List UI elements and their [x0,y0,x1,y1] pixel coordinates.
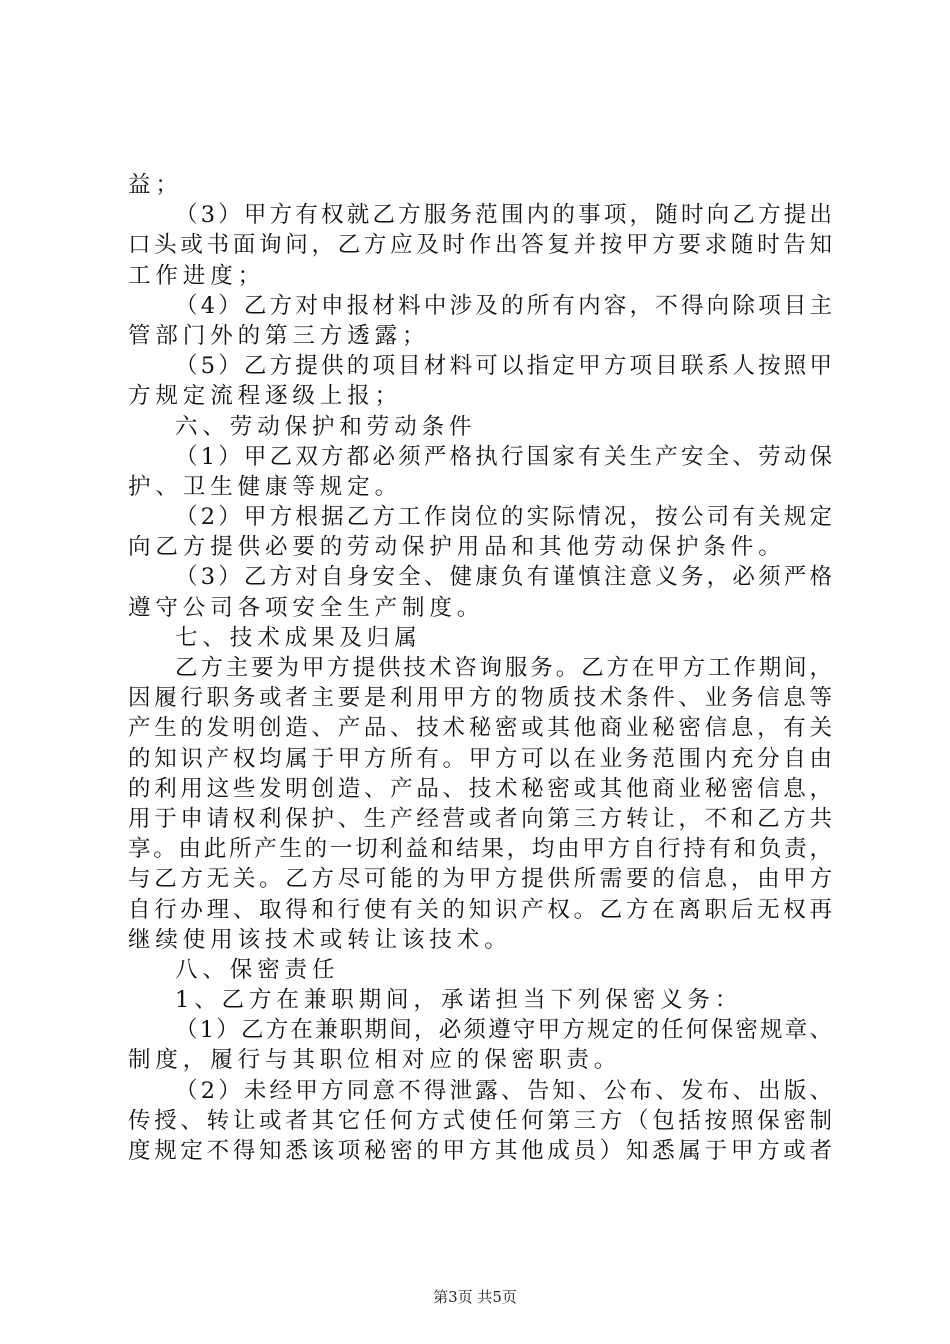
text-line: 工作进度； [128,262,266,289]
text-line: 用于申请权利保护、生产经营或者向第三方转让，不和乙方共 [128,805,832,832]
text-line: 度规定不得知悉该项秘密的甲方其他成员）知悉属于甲方或者 [128,1138,832,1164]
text-line: 自行办理、取得和行使有关的知识产权。乙方在离职后无权再 [128,896,832,923]
text-line: 护、卫生健康等规定。 [128,473,403,500]
text-line: （3）甲方有权就乙方服务范围内的事项，随时向乙方提出 [175,202,832,229]
page-footer: 第3页 共5页 [433,1288,517,1306]
text-line: 的知识产权均属于甲方所有。甲方可以在业务范围内充分自由 [128,745,832,772]
text-line: 享。由此所产生的一切利益和结果，均由甲方自行持有和负责， [128,836,832,863]
text-line: 遵守公司各项安全生产制度。 [128,594,485,621]
text-line: （1）乙方在兼职期间，必须遵守甲方规定的任何保密规章、 [175,1017,832,1044]
document-body [128,170,832,1166]
text-line: 乙方主要为甲方提供技术咨询服务。乙方在甲方工作期间， [175,655,832,681]
text-line: 七、技术成果及归属 [175,624,422,651]
text-line: 产生的发明创造、产品、技术秘密或其他商业秘密信息，有关 [128,715,832,742]
text-line: （1）甲乙双方都必须严格执行国家有关生产安全、劳动保 [175,443,832,470]
text-line: 1、乙方在兼职期间，承诺担当下列保密义务： [175,987,743,1014]
text-line: 益； [128,172,183,198]
text-line: 与乙方无关。乙方尽可能的为甲方提供所需要的信息，由甲方 [128,866,832,893]
text-line: 向乙方提供必要的劳动保护用品和其他劳动保护条件。 [128,534,786,561]
text-line: 管部门外的第三方透露； [128,322,430,349]
text-line: 的利用这些发明创造、产品、技术秘密或其他商业秘密信息， [128,775,832,802]
text-line: （4）乙方对申报材料中涉及的所有内容，不得向除项目主 [175,292,832,319]
text-line: （5）乙方提供的项目材料可以指定甲方项目联系人按照甲 [175,353,832,380]
text-line: 口头或书面询问，乙方应及时作出答复并按甲方要求随时告知 [128,232,832,259]
text-line: 继续使用该技术或转让该技术。 [128,926,512,953]
text-line: 因履行职务或者主要是利用甲方的物质技术条件、业务信息等 [128,685,832,712]
text-line: （2）未经甲方同意不得泄露、告知、公布、发布、出版、 [175,1077,832,1104]
text-line: 方规定流程逐级上报； [128,383,403,410]
text-line: （2）甲方根据乙方工作岗位的实际情况，按公司有关规定 [175,504,832,531]
text-line: 传授、转让或者其它任何方式使任何第三方（包括按照保密制 [128,1107,832,1134]
text-line: （3）乙方对自身安全、健康负有谨慎注意义务，必须严格 [175,564,832,591]
text-line: 八、保密责任 [175,956,340,983]
text-line: 制度，履行与其职位相对应的保密职责。 [128,1047,622,1074]
text-line: 六、劳动保护和劳动条件 [175,413,477,440]
